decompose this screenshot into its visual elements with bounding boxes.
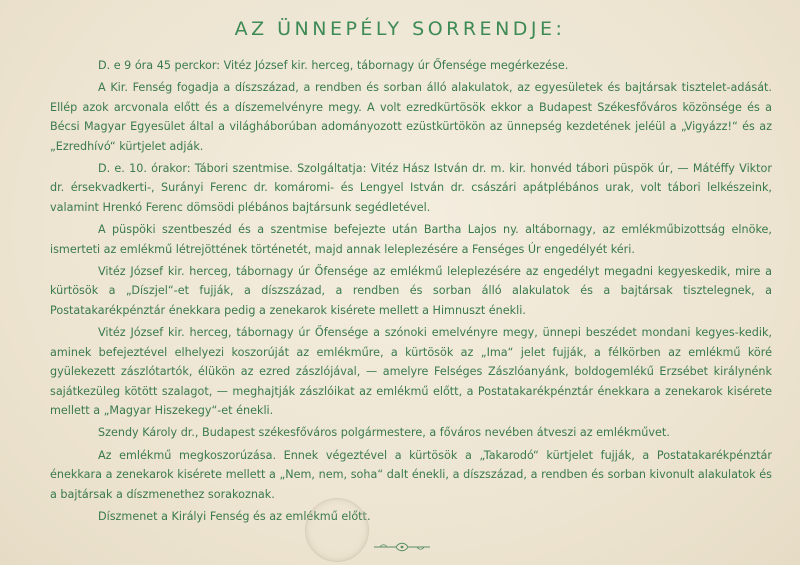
paragraph-sermon: A püspöki szentbeszéd és a szentmise befejezte után Bartha Lajos ny. altábornagy, az emlékműbizottság elnöke, ismerteti az emlékmű létrejöttének történetét, majd annak leleplezésére a Fenséges Úr engedélyét kéri. <box>50 223 772 256</box>
document-body <box>50 56 772 526</box>
embossed-seal <box>305 498 369 562</box>
paragraph-reception: A Kir. Fenség fogadja a díszszázad, a rendben és sorban álló alakulatok, az egyesületek és bajtársak tisztelet-adását. Ellép azok arcvonala előtt és a díszemelvényre megy. A volt ezredkürtösök ekkor a Budapest Székesfőváros közönsége és a Bécsi Magyar Egyesület által a világháborúban adományozott ezüstkürtökön az ünnepség kezdetének jeléül a „Vigyázz!“ és az „Ezredhívó“ kürtjelet adják. <box>50 81 772 153</box>
paragraph-speech: Vitéz József kir. herceg, tábornagy úr Őfensége a szónoki emelvényre megy, ünnepi beszédet mondani kegyes-kedik, aminek befejeztével elhelyezi koszorúját az emlékműre, a kürtösök az „Ima“ jelet fujják, a félkörben az emlékmű köré gyülekezett zászlótartók, élükön az ezred zászlójával, — amelyre Felséges Zászlóanyánk, boldogemlékű Erzsébet királynénk sajátkezüleg kötött szalagot, — meghajtják zászlóikat az emlékmű előtt, a Postatakarékpénztár énekkara a zenekarok kisérete mellett a „Magyar Hiszekegy“-et énekli. <box>50 326 772 417</box>
paragraph-mayor: Szendy Károly dr., Budapest székesfőváros polgármestere, a főváros nevében átveszi az emlékművet. <box>98 426 670 440</box>
ornament-icon <box>372 540 432 554</box>
paragraph-wreath: Az emlékmű megkoszorúzása. Ennek végeztével a kürtösök a „Takarodó“ kürtjelet fujják, a Postatakarékpénztár énekkara a zenekarok kisérete mellett a „Nem, nem, soha“ dalt énekli, a díszszázad, a rendben és sorban kivonult alakulatok és a bajtársak a díszmenethez sorakoznak. <box>50 448 772 501</box>
paragraph-arrival: D. e 9 óra 45 perckor: Vitéz József kir. herceg, tábornagy úr Őfensége megérkezése. <box>98 59 569 72</box>
page-title: AZ ÜNNEPÉLY SORRENDJE: <box>234 18 566 40</box>
paragraph-mass: D. e. 10. órakor: Tábori szentmise. Szolgáltatja: Vitéz Hász István dr. m. kir. honvéd tábori püspök úr, — Mátéffy Viktor dr. érsekvadkerti-, Surányi Ferenc dr. komáromi- és Lengyel István dr. császári apátplébános urak, volt tábori lelkészeink, valamint Hrenkó Ferenc dömsödi plébános bajtársunk segédletével. <box>50 162 772 214</box>
paragraph-unveiling: Vitéz József kir. herceg, tábornagy úr Őfensége az emlékmű leleplezésére az engedélyt megadni kegyeskedik, mire a kürtösök a „Díszjel“-et fujják, a díszszázad, a rendben és sorban álló alakulatok és a bajtársak tisztelegnek, a Postatakarékpénztár énekkara pedig a zenekarok kisérete mellett a Himnuszt énekli. <box>50 265 772 317</box>
paragraph-parade: Díszmenet a Királyi Fenség és az emlékmű előtt. <box>98 509 371 523</box>
